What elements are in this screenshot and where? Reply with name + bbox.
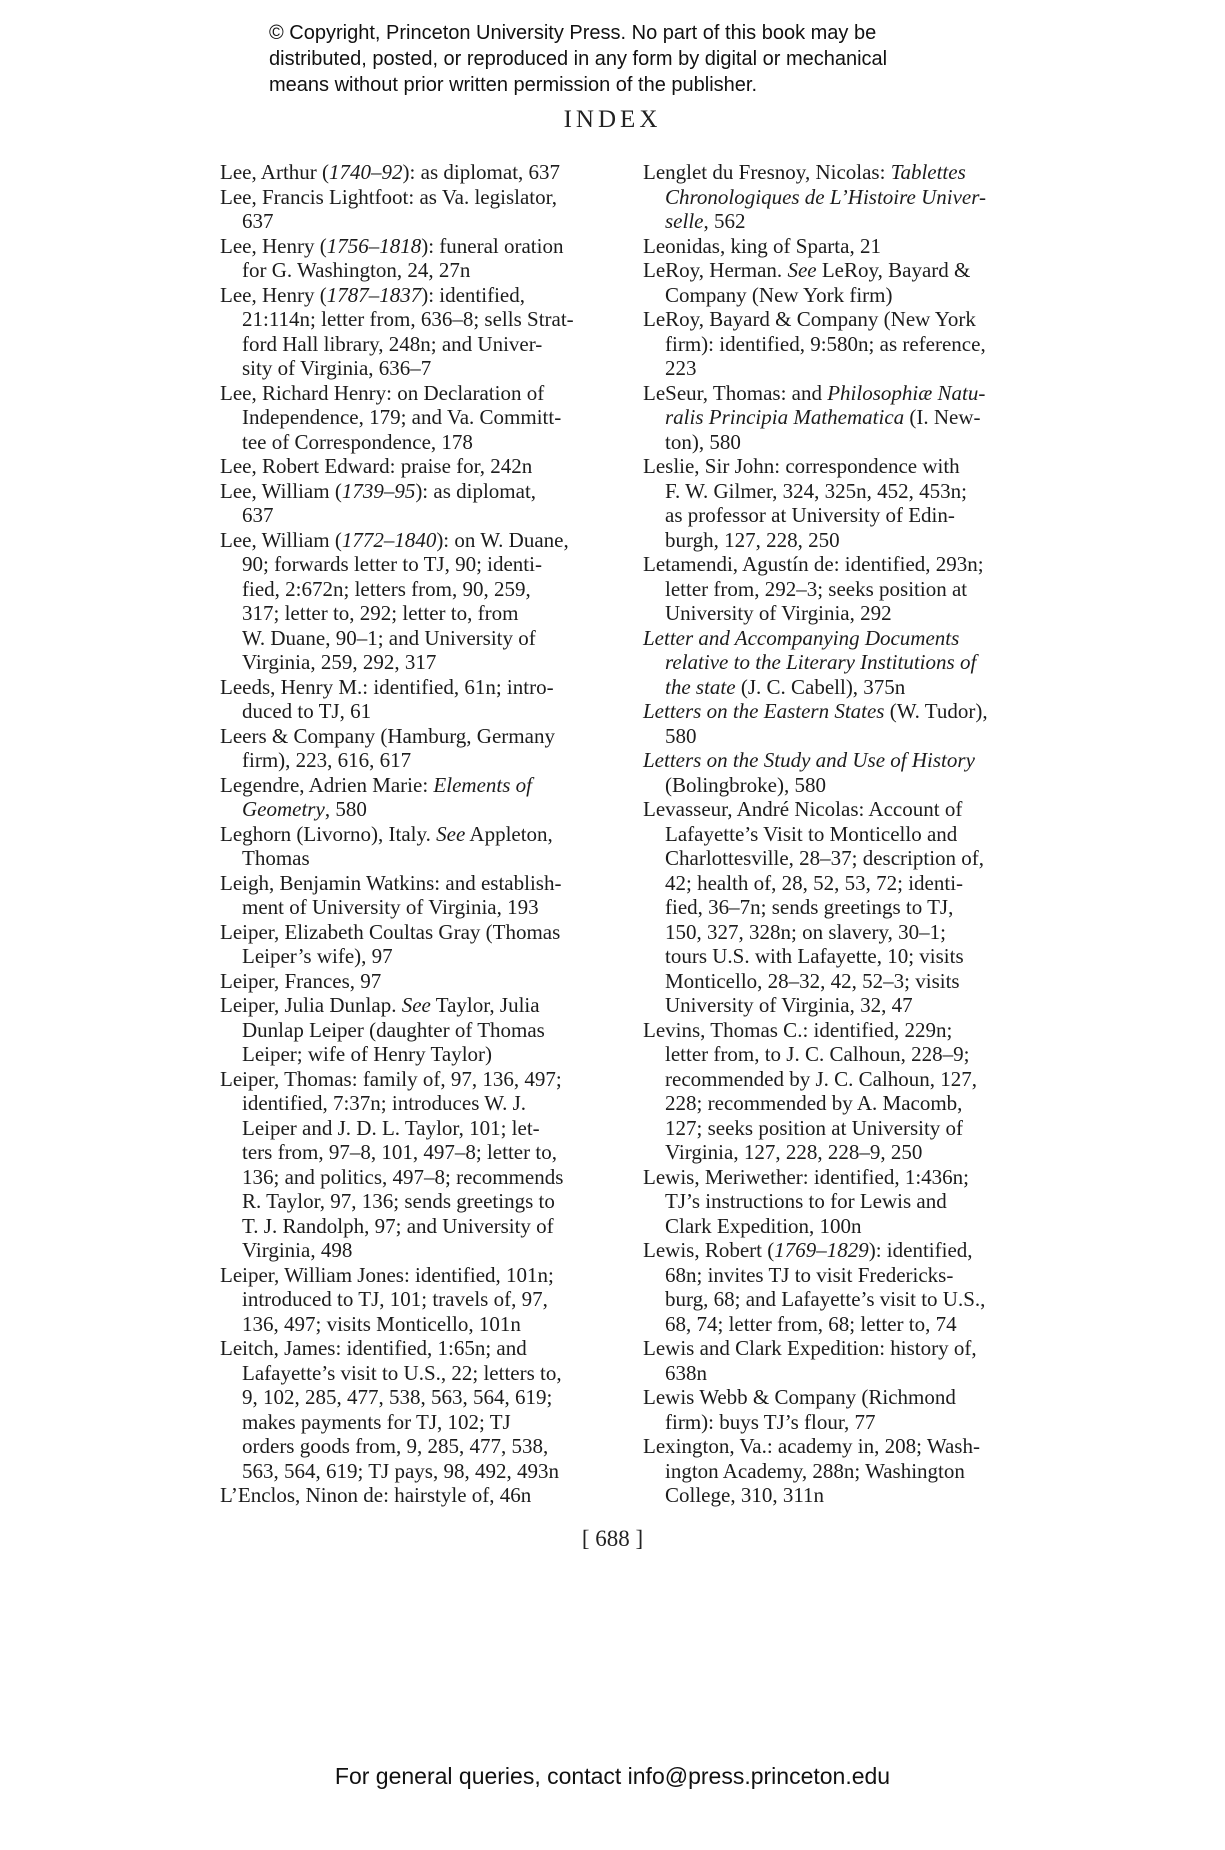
page-heading: INDEX bbox=[563, 106, 662, 133]
index-entry bbox=[643, 381, 1063, 455]
index-entry bbox=[220, 160, 635, 185]
index-entry-continuation-line: selle, 562 bbox=[665, 209, 746, 233]
index-entry-continuation-line: fied, 2:672n; letters from, 90, 259, bbox=[242, 576, 531, 601]
index-entry-continuation-line: Geometry, 580 bbox=[242, 797, 367, 821]
index-entry-heading-line: Lee, Henry (1756–1818): funeral oration bbox=[220, 233, 564, 258]
copyright-line: means without prior written permission of the publisher. bbox=[269, 74, 758, 96]
index-entry-heading-line: Lee, Arthur (1740–92): as diplomat, 637 bbox=[220, 160, 561, 184]
index-entry-continuation-line: College, 310, 311n bbox=[665, 1483, 825, 1507]
index-entry bbox=[643, 1336, 1063, 1385]
index-entry bbox=[220, 1483, 635, 1508]
copyright-line: distributed, posted, or reproduced in any form by digital or mechanical bbox=[269, 48, 888, 70]
index-entry-continuation-line: letter from, to J. C. Calhoun, 228–9; bbox=[665, 1042, 970, 1066]
index-entry-continuation-line: makes payments for TJ, 102; TJ bbox=[242, 1409, 511, 1434]
index-entry-continuation-line: Leiper’s wife), 97 bbox=[242, 944, 393, 968]
index-entry-continuation-line: ment of University of Virginia, 193 bbox=[242, 895, 539, 919]
index-entry-continuation-line: (Bolingbroke), 580 bbox=[665, 772, 826, 797]
index-entry-heading-line: Lewis and Clark Expedition: history of, bbox=[643, 1336, 977, 1360]
index-entry-continuation-line: T. J. Randolph, 97; and University of bbox=[242, 1213, 554, 1238]
index-entry-heading-line: L’Enclos, Ninon de: hairstyle of, 46n bbox=[220, 1483, 532, 1507]
index-entry bbox=[220, 479, 635, 528]
index-entry-continuation-line: ford Hall library, 248n; and Univer- bbox=[242, 331, 543, 356]
index-entry bbox=[220, 234, 635, 283]
index-entry-heading-line: Leiper, Elizabeth Coultas Gray (Thomas bbox=[220, 919, 561, 944]
index-entry bbox=[220, 381, 635, 455]
index-entry bbox=[220, 675, 635, 724]
index-column-left bbox=[220, 160, 635, 1508]
index-column-right bbox=[643, 160, 1063, 1508]
index-entry-heading-line: Leiper, William Jones: identified, 101n; bbox=[220, 1262, 554, 1287]
index-entry bbox=[643, 1434, 1063, 1508]
index-entry-continuation-line: firm): identified, 9:580n; as reference, bbox=[665, 331, 986, 356]
index-entry-continuation-line: 317; letter to, 292; letter to, from bbox=[242, 601, 519, 625]
index-entry-continuation-line: Monticello, 28–32, 42, 52–3; visits bbox=[665, 968, 960, 993]
index-entry-continuation-line: Leiper; wife of Henry Taylor) bbox=[242, 1042, 493, 1066]
index-entry bbox=[220, 969, 635, 994]
index-entry-continuation-line: letter from, 292–3; seeks position at bbox=[665, 576, 968, 601]
index-entry-continuation-line: 136, 497; visits Monticello, 101n bbox=[242, 1311, 521, 1336]
index-entry-continuation-line: tours U.S. with Lafayette, 10; visits bbox=[665, 944, 964, 968]
index-entry bbox=[220, 1067, 635, 1263]
index-entry-continuation-line: R. Taylor, 97, 136; sends greetings to bbox=[242, 1189, 555, 1213]
index-entry bbox=[220, 724, 635, 773]
index-entry-heading-line: Lewis Webb & Company (Richmond bbox=[643, 1385, 956, 1409]
index-entry bbox=[643, 1018, 1063, 1165]
index-entry-continuation-line: fied, 36–7n; sends greetings to TJ, bbox=[665, 895, 954, 919]
index-entry-continuation-line: TJ’s instructions to for Lewis and bbox=[665, 1189, 947, 1213]
index-entry-continuation-line: identified, 7:37n; introduces W. J. bbox=[242, 1091, 527, 1115]
index-entry bbox=[220, 993, 635, 1067]
index-entry-continuation-line: burgh, 127, 228, 250 bbox=[665, 527, 840, 552]
index-entry-continuation-line: Clark Expedition, 100n bbox=[665, 1213, 862, 1238]
index-entry bbox=[220, 528, 635, 675]
index-entry-continuation-line: introduced to TJ, 101; travels of, 97, bbox=[242, 1287, 548, 1311]
index-entry bbox=[220, 185, 635, 234]
index-entry bbox=[220, 871, 635, 920]
index-entry-continuation-line: University of Virginia, 292 bbox=[665, 601, 892, 625]
index-entry-continuation-line: 9, 102, 285, 477, 538, 563, 564, 619; bbox=[242, 1385, 553, 1409]
index-entry-continuation-line: 580 bbox=[665, 723, 697, 748]
index-entry bbox=[220, 822, 635, 871]
index-entry-continuation-line: 150, 327, 328n; on slavery, 30–1; bbox=[665, 919, 946, 944]
index-entry-continuation-line: firm): buys TJ’s flour, 77 bbox=[665, 1409, 876, 1434]
index-entry-heading-line: Lee, Richard Henry: on Declaration of bbox=[220, 380, 545, 405]
index-entry-continuation-line: Leiper and J. D. L. Taylor, 101; let- bbox=[242, 1115, 540, 1140]
index-entry bbox=[643, 797, 1063, 1018]
index-entry-heading-line: Lee, William (1772–1840): on W. Duane, bbox=[220, 527, 569, 552]
index-entry-continuation-line: ters from, 97–8, 101, 497–8; letter to, bbox=[242, 1140, 557, 1164]
index-entry-heading-line: Leitch, James: identified, 1:65n; and bbox=[220, 1336, 527, 1360]
index-entry bbox=[643, 234, 1063, 259]
index-entry-continuation-line: firm), 223, 616, 617 bbox=[242, 748, 412, 772]
index-entry-continuation-line: Thomas bbox=[242, 846, 310, 870]
index-entry-continuation-line: F. W. Gilmer, 324, 325n, 452, 453n; bbox=[665, 478, 967, 503]
index-entry bbox=[220, 773, 635, 822]
index-entry-heading-line: Levins, Thomas C.: identified, 229n; bbox=[643, 1017, 953, 1042]
copyright-notice bbox=[269, 20, 989, 98]
index-entry bbox=[220, 283, 635, 381]
page-number: [ 688 ] bbox=[581, 1526, 644, 1551]
index-entry-continuation-line: 228; recommended by A. Macomb, bbox=[665, 1091, 963, 1115]
index-entry-continuation-line: Virginia, 259, 292, 317 bbox=[242, 650, 437, 674]
index-entry bbox=[643, 626, 1063, 700]
index-entry-heading-line: Lee, William (1739–95): as diplomat, bbox=[220, 478, 537, 503]
index-entry-heading-line: Leghorn (Livorno), Italy. See Appleton, bbox=[220, 821, 553, 846]
index-entry-heading-line: Leonidas, king of Sparta, 21 bbox=[643, 233, 881, 258]
index-entry-continuation-line: 127; seeks position at University of bbox=[665, 1115, 964, 1140]
index-entry bbox=[220, 920, 635, 969]
index-entry-continuation-line: for G. Washington, 24, 27n bbox=[242, 258, 471, 282]
index-entry-heading-line: Lee, Henry (1787–1837): identified, bbox=[220, 282, 526, 307]
index-entry-continuation-line: burg, 68; and Lafayette’s visit to U.S., bbox=[665, 1287, 986, 1311]
index-entry bbox=[220, 1336, 635, 1483]
index-entry-continuation-line: 223 bbox=[665, 356, 697, 380]
index-entry bbox=[643, 552, 1063, 626]
index-entry-continuation-line: Virginia, 127, 228, 228–9, 250 bbox=[665, 1140, 923, 1164]
index-entry-continuation-line: orders goods from, 9, 285, 477, 538, bbox=[242, 1434, 549, 1458]
index-entry-heading-line: Leigh, Benjamin Watkins: and establish- bbox=[220, 870, 562, 895]
index-entry-continuation-line: 637 bbox=[242, 503, 274, 527]
index-entry-continuation-line: Lafayette’s Visit to Monticello and bbox=[665, 821, 958, 846]
index-entry-continuation-line: Dunlap Leiper (daughter of Thomas bbox=[242, 1017, 545, 1042]
contact-footer: For general queries, contact info@press.princeton.edu bbox=[334, 1763, 891, 1789]
copyright-line: © Copyright, Princeton University Press. No part of this book may be bbox=[269, 22, 877, 44]
index-entry bbox=[643, 454, 1063, 552]
index-entry-continuation-line: 638n bbox=[665, 1360, 707, 1385]
index-entry-heading-line: Leiper, Frances, 97 bbox=[220, 968, 382, 993]
index-entry-heading-line: Legendre, Adrien Marie: Elements of bbox=[220, 772, 532, 797]
index-entry bbox=[643, 160, 1063, 234]
index-entry-continuation-line: Company (New York firm) bbox=[665, 282, 893, 307]
index-entry bbox=[220, 454, 635, 479]
index-entry-continuation-line: the state (J. C. Cabell), 375n bbox=[665, 674, 906, 699]
index-entry-heading-line: Lewis, Robert (1769–1829): identified, bbox=[643, 1238, 973, 1262]
index-entry-continuation-line: Charlottesville, 28–37; description of, bbox=[665, 846, 985, 870]
index-entry-heading-line: LeRoy, Bayard & Company (New York bbox=[643, 307, 976, 331]
index-entry-heading-line: Letamendi, Agustín de: identified, 293n; bbox=[643, 552, 984, 576]
index-entry-heading-line: Lee, Francis Lightfoot: as Va. legislator, bbox=[220, 184, 558, 209]
index-entry-continuation-line: duced to TJ, 61 bbox=[242, 699, 372, 723]
index-entry bbox=[643, 1165, 1063, 1239]
index-entry-continuation-line: 21:114n; letter from, 636–8; sells Strat- bbox=[242, 307, 574, 331]
index-entry-continuation-line: 68n; invites TJ to visit Fredericks- bbox=[665, 1262, 954, 1287]
index-entry-continuation-line: Independence, 179; and Va. Committ- bbox=[242, 405, 562, 429]
index-entry-continuation-line: 563, 564, 619; TJ pays, 98, 492, 493n bbox=[242, 1458, 559, 1483]
index-entry bbox=[220, 1263, 635, 1337]
index-entry-heading-line: Letter and Accompanying Documents bbox=[643, 625, 960, 650]
index-entry-continuation-line: Lafayette’s visit to U.S., 22; letters to, bbox=[242, 1360, 562, 1385]
index-entry bbox=[643, 258, 1063, 307]
index-entry-continuation-line: 42; health of, 28, 52, 53, 72; identi- bbox=[665, 870, 964, 895]
index-entry-continuation-line: ton), 580 bbox=[665, 429, 741, 454]
index-entry-heading-line: Lenglet du Fresnoy, Nicolas: Tablettes bbox=[643, 160, 966, 184]
index-entry-heading-line: Levasseur, André Nicolas: Account of bbox=[643, 797, 963, 821]
index-entry-continuation-line: tee of Correspondence, 178 bbox=[242, 429, 473, 454]
index-entry-continuation-line: sity of Virginia, 636–7 bbox=[242, 356, 432, 380]
index-entry-continuation-line: relative to the Literary Institutions of bbox=[665, 650, 977, 674]
index-entry-continuation-line: ralis Principia Mathematica (I. New- bbox=[665, 405, 981, 429]
index-entry-heading-line: LeSeur, Thomas: and Philosophiæ Natu- bbox=[643, 380, 986, 405]
index-entry bbox=[643, 1238, 1063, 1336]
index-entry-heading-line: Leers & Company (Hamburg, Germany bbox=[220, 723, 555, 748]
index-entry bbox=[643, 748, 1063, 797]
index-entry-heading-line: Leiper, Julia Dunlap. See Taylor, Julia bbox=[220, 993, 540, 1017]
index-entry-heading-line: Lee, Robert Edward: praise for, 242n bbox=[220, 454, 533, 478]
index-entry-continuation-line: as professor at University of Edin- bbox=[665, 503, 955, 527]
index-entry-continuation-line: University of Virginia, 32, 47 bbox=[665, 993, 913, 1017]
index-entry-continuation-line: W. Duane, 90–1; and University of bbox=[242, 625, 536, 650]
index-entry-continuation-line: 90; forwards letter to TJ, 90; identi- bbox=[242, 552, 542, 576]
index-entry-heading-line: Leiper, Thomas: family of, 97, 136, 497; bbox=[220, 1066, 562, 1091]
index-entry-continuation-line: 637 bbox=[242, 209, 274, 233]
index-entry-continuation-line: 68, 74; letter from, 68; letter to, 74 bbox=[665, 1311, 957, 1336]
index-entry-heading-line: Lexington, Va.: academy in, 208; Wash- bbox=[643, 1434, 980, 1458]
index-entry-continuation-line: recommended by J. C. Calhoun, 127, bbox=[665, 1066, 978, 1091]
index-entry-continuation-line: 136; and politics, 497–8; recommends bbox=[242, 1164, 564, 1189]
index-entry-heading-line: Leslie, Sir John: correspondence with bbox=[643, 454, 960, 478]
index-entry-heading-line: LeRoy, Herman. See LeRoy, Bayard & bbox=[643, 258, 971, 282]
index-entry bbox=[643, 1385, 1063, 1434]
index-entry-heading-line: Letters on the Study and Use of History bbox=[643, 748, 975, 772]
index-entry-continuation-line: Virginia, 498 bbox=[242, 1238, 353, 1262]
index-entry-continuation-line: ington Academy, 288n; Washington bbox=[665, 1458, 965, 1483]
index-entry-heading-line: Lewis, Meriwether: identified, 1:436n; bbox=[643, 1164, 970, 1189]
index-entry-heading-line: Letters on the Eastern States (W. Tudor), bbox=[643, 699, 988, 723]
index-entry-continuation-line: Chronologiques de L’Histoire Univer- bbox=[665, 184, 986, 209]
index-entry-heading-line: Leeds, Henry M.: identified, 61n; intro- bbox=[220, 674, 554, 699]
index-entry bbox=[643, 307, 1063, 381]
index-entry bbox=[643, 699, 1063, 748]
